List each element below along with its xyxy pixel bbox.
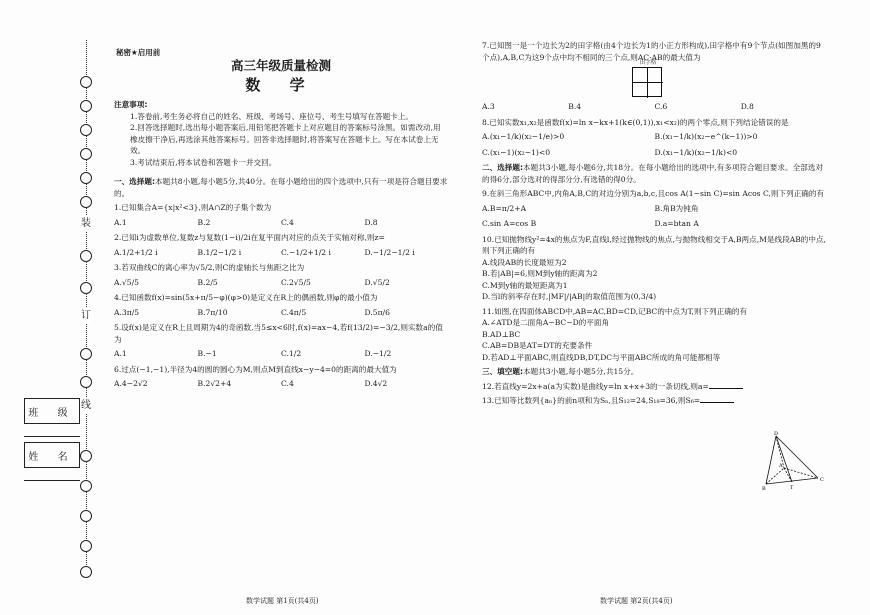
section2-title: 二、选择题: (482, 163, 524, 172)
question-9-options-row1 (482, 203, 827, 215)
question-8-options-row2 (482, 147, 827, 159)
question-1-stem: 1.已知集合A={x|x²<3},则A∩Z的子集个数为 (114, 203, 272, 212)
footer-left: 数学试题 第1页(共4页) (246, 597, 319, 605)
vertex-label-b: B (762, 486, 766, 492)
notice-item: 1.答卷前,考生务必将自己的姓名、班级、考场号、座位号、考生号填写在答题卡上。 (130, 111, 414, 121)
left-column (114, 40, 448, 394)
class-label-box: 班 级 (24, 398, 80, 424)
question-6-options (114, 378, 448, 390)
section1-header (114, 176, 448, 199)
option-d: D.(x₁−1/k)(x₂−1/k)<0 (654, 147, 738, 157)
vertex-label-d: D (774, 431, 779, 437)
vertex-label-a: A (779, 463, 783, 469)
binding-hole-icon (80, 100, 92, 112)
option-b: B.1/2−1/2 i (197, 247, 242, 257)
option-a: A.∠ATD是二面角A−BC−D的平面角 (482, 318, 610, 327)
option-d: D.4√2 (364, 379, 388, 388)
option-a: A.B=π/2+A (482, 203, 527, 213)
grid-line (633, 82, 663, 83)
question-13 (482, 395, 827, 407)
answer-blank (709, 381, 743, 389)
edge-dt (776, 436, 792, 482)
binding-hole-icon (80, 124, 92, 136)
option-a: A.√5/5 (114, 277, 139, 287)
option-c: C.(x₁−1)(x₂−1)<0 (482, 147, 551, 157)
option-a: A.线段AB的长度最短为2 (482, 257, 567, 267)
option-c: C.−1/2+1/2 i (281, 247, 331, 257)
question-13-stem: 13.已知等比数列{aₙ}的前n项和为Sₙ,且S₁₂=24,S₁₈=36,则S₆= (482, 396, 701, 405)
section3-header (482, 366, 827, 378)
option-b: B.AD⊥BC (482, 329, 521, 339)
right-column (482, 40, 827, 407)
binding-hole-icon (80, 172, 92, 184)
binding-hole-icon (80, 540, 92, 552)
binding-hole-icon (80, 250, 92, 262)
tetrahedron-figure (762, 430, 828, 492)
option-a: A.4−2√2 (114, 379, 148, 388)
question-6-stem: 6.过点(−1,−1),半径为4的圆的圆心为M,则点M到直线x−y−4=0的距离的最大值为 (114, 364, 397, 374)
section3-title: 三、填空题: (482, 367, 524, 376)
option-c: C.4 (281, 379, 294, 388)
binding-hole-icon (80, 76, 92, 88)
section2-desc: 本题共3小题,每小题6分,共18分。在每小题给出的选项中,有多项符合题目要求。全部选对的得6分,部分选对的得部分分,有选错的得0分。 (482, 163, 823, 184)
option-c: C.2√5/5 (281, 277, 311, 287)
question-9-stem: 9.在斜三角形ABC中,内角A,B,C的对边分别为a,b,c,且cos A(1−sin C)=sin Acos C,则下列正确的有 (482, 189, 825, 198)
option-a: A.1 (114, 217, 127, 227)
secret-mark: 秘密★启用前 (116, 48, 161, 57)
option-c: C.6 (654, 102, 668, 111)
question-7-options (482, 101, 827, 113)
option-d: D.5π/6 (364, 307, 390, 317)
section2-header (482, 162, 827, 185)
option-b: B.7π/10 (197, 307, 228, 317)
option-a: A.(x₁−1/k)(x₂−1/e)>0 (482, 132, 565, 141)
binding-char-ding: 订 (81, 308, 91, 324)
option-b: B.2/5 (197, 277, 218, 287)
name-underline (24, 480, 80, 481)
question-5-options (114, 348, 448, 360)
name-label-box: 姓 名 (24, 442, 80, 468)
binding-hole-icon (80, 510, 92, 522)
option-b: B.若|AB|=6,则M到y轴的距离为2 (482, 269, 598, 278)
option-c: C.1/2 (281, 349, 302, 358)
option-d: D.若AD⊥平面ABC,则直线DB,DT,DC与平面ABC所成的角可能都相等 (482, 352, 721, 362)
question-1-options (114, 217, 448, 229)
question-8-stem: 8.已知实数x₁,x₂是函数f(x)=ln x−kx+1(k∈(0,1)),x₁<x₂)的两个零点,则下列结论错误的是 (482, 117, 789, 127)
option-d: D.当l的斜率存在时,|MF|/|AB|的取值范围为(0,3/4) (482, 292, 657, 301)
answer-blank (700, 395, 734, 403)
notice-title: 注意事项: (114, 100, 148, 109)
question-10-stem: 10.已知抛物线y²=4x的焦点为F,直线l,经过抛物线的焦点,与抛物线相交于A,B两点,M是线段AB的中点,则下列正确的有 (482, 234, 826, 255)
option-c: C.4π/5 (281, 307, 307, 317)
option-b: B.角B为钝角 (654, 203, 699, 213)
binding-hole-icon (80, 148, 92, 160)
option-d: D.a=btan A (654, 219, 699, 228)
question-2-options (114, 247, 448, 259)
option-b: B.2 (197, 217, 211, 227)
binding-hole-icon (80, 376, 92, 388)
binding-hole-icon (80, 348, 92, 360)
question-7-stem: 7.已知图一是一个边长为2的田字格(由4个边长为1的小正方形构成),田字格中有9个节点(如图加黑的9个点),A,B,C为这9个点中均不相同的三个点,则AC·AB的最大值为 (482, 41, 821, 62)
option-b: B.2√2+4 (197, 379, 232, 388)
option-d: D.8 (740, 102, 754, 111)
question-8-options-row1 (482, 131, 827, 143)
footer-right: 数学试题 第2页(共4页) (600, 597, 673, 605)
option-d: D.−1/2 (364, 349, 392, 358)
question-4-stem: 4.已知函数f(x)=sin(5x+π/5−φ)(φ>0)是定义在R上的偶函数,则φ的最小值为 (114, 293, 378, 302)
option-a: A.1 (114, 349, 127, 358)
section3-desc: 本题共3小题,每小题5分,共15分。 (523, 367, 639, 376)
option-c: C.4 (281, 217, 294, 227)
section1-desc: 本题共8小题,每小题5分,共40分。在每小题给出的四个选项中,只有一项是符合题目要求的。 (114, 177, 448, 198)
class-underline (24, 436, 80, 437)
notice-item: 3.考试结束后,将本试卷和答题卡一并交回。 (130, 157, 277, 167)
question-11-stem: 11.如图,在四面体ABCD中,AB=AC,BD=CD,记BC的中点为T,则下列正确的有 (482, 306, 748, 316)
vertex-label-c: C (820, 477, 824, 483)
option-d: D.8 (364, 217, 378, 227)
binding-char-zhuang: 装 (81, 216, 91, 232)
option-a: A.3 (482, 102, 495, 111)
option-d: D.√5/2 (364, 277, 390, 287)
binding-hole-icon (80, 566, 92, 578)
tian-grid-figure (632, 60, 662, 97)
vertex-label-t: T (790, 485, 794, 491)
option-c: C.M到y轴的最短距离为1 (482, 280, 568, 290)
option-b: B.4 (568, 102, 582, 111)
binding-hole-icon (80, 282, 92, 294)
section1-title: 一、选择题: (114, 177, 156, 186)
question-3-options (114, 277, 448, 289)
option-a: A.3π/5 (114, 307, 140, 317)
exam-subject: 数 学 (245, 75, 317, 94)
binding-hole-icon (80, 450, 92, 462)
tian-grid-caption: 田字格 (639, 60, 657, 66)
binding-hole-icon (80, 480, 92, 492)
grid-line (647, 68, 648, 98)
binding-char-xian: 线 (81, 398, 91, 414)
edge-bc (766, 478, 818, 484)
option-d: D.−1/2−1/2 i (364, 247, 415, 257)
exam-title: 高三年级质量检测 (230, 58, 331, 73)
option-c: C.sin A=cos B (482, 219, 537, 228)
question-9-options-row2 (482, 218, 827, 230)
option-b: B.(x₁−1/k)(x₂−e^(k−1))>0 (654, 132, 758, 141)
question-3-stem: 3.若双曲线C的离心率为√5/2,则C的虚轴长与焦距之比为 (114, 263, 305, 272)
notice-item: 2.回答选择题时,选出每小题答案后,用铅笔把答题卡上对应题目的答案标号涂黑。如需改动,用橡皮擦干净后,再选涂其他答案标号。回答非选择题时,将答案写在答题卡上。写在本试卷上无效。 (130, 123, 441, 155)
question-2-stem: 2.已知i为虚数单位,复数z与复数(1−i)/2i在复平面内对应的点关于实轴对称,则z= (114, 233, 385, 242)
option-c: C.AB=DB是AT=DT的充要条件 (482, 341, 593, 350)
option-a: A.1/2+1/2 i (114, 247, 158, 257)
binding-hole-icon (80, 196, 92, 208)
option-b: B.−1 (197, 349, 217, 358)
edge-dc (776, 436, 818, 478)
question-12-stem: 12.若直线y=2x+a(a为实数)是曲线y=ln x+x+3的一条切线,则a= (482, 381, 709, 391)
question-5-stem: 5.设f(x)是定义在R上且周期为4的奇函数,当5≤x<6时,f(x)=ax−4,若f(13/2)=−3/2,则实数a的值为 (114, 323, 443, 344)
question-4-options (114, 307, 448, 319)
question-12 (482, 381, 827, 393)
